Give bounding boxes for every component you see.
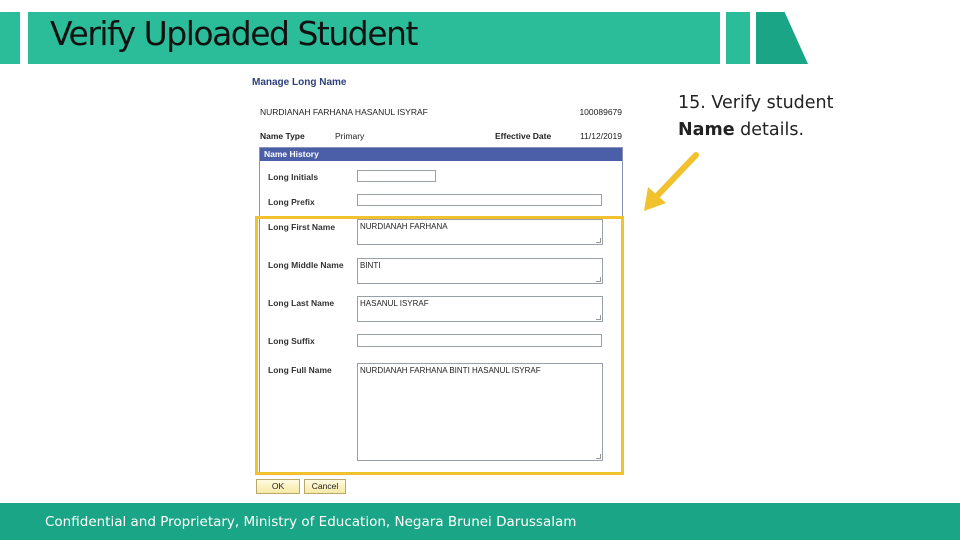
long-suffix-input[interactable] [357,334,602,347]
effective-date-value: 11/12/2019 [580,131,622,141]
long-middle-name-input[interactable] [357,258,603,284]
instruction-bold: Name [678,120,735,140]
long-prefix-label: Long Prefix [268,197,315,207]
header-accent-left [0,12,20,64]
long-last-name-value: HASANUL ISYRAF [360,299,429,308]
arrow-icon [636,145,706,215]
long-initials-input[interactable] [357,170,436,182]
student-name: NURDIANAH FARHANA HASANUL ISYRAF [260,107,428,117]
name-type-value: Primary [335,131,365,141]
header-accent-slant [756,12,808,64]
resize-handle-icon[interactable] [596,454,601,459]
long-first-name-value: NURDIANAH FARHANA [360,222,448,231]
panel-header: Name History [260,148,622,161]
long-last-name-label: Long Last Name [268,298,335,308]
long-prefix-input[interactable] [357,194,602,206]
resize-handle-icon[interactable] [596,315,601,320]
header-accent-right [726,12,750,64]
long-first-name-label: Long First Name [268,222,336,232]
long-last-name-input[interactable] [357,296,603,322]
resize-handle-icon[interactable] [596,277,601,282]
page-title: Manage Long Name [252,77,347,88]
long-suffix-label: Long Suffix [268,336,315,346]
instruction-rest: details. [740,120,805,140]
resize-handle-icon[interactable] [596,238,601,243]
ok-button[interactable]: OK [256,479,300,494]
long-first-name-input[interactable] [357,219,603,245]
name-type-row [260,131,622,141]
long-full-name-input[interactable] [357,363,603,461]
long-full-name-label: Long Full Name [268,365,332,375]
student-id: 100089679 [579,107,622,117]
effective-date-label: Effective Date [495,131,552,141]
long-full-name-value: NURDIANAH FARHANA BINTI HASANUL ISYRAF [360,366,541,375]
instruction-step: 15. Verify student [678,93,834,113]
name-type-label: Name Type [260,131,305,141]
instruction-text [678,90,834,144]
long-middle-name-value: BINTI [360,261,381,270]
footer-text: Confidential and Proprietary, Ministry of Education, Negara Brunei Darussalam [45,514,577,530]
cancel-button[interactable]: Cancel [304,479,346,494]
slide-title: Verify Uploaded Student [50,14,417,53]
student-name-row [260,107,622,117]
long-middle-name-label: Long Middle Name [268,260,344,270]
long-initials-label: Long Initials [268,172,319,182]
